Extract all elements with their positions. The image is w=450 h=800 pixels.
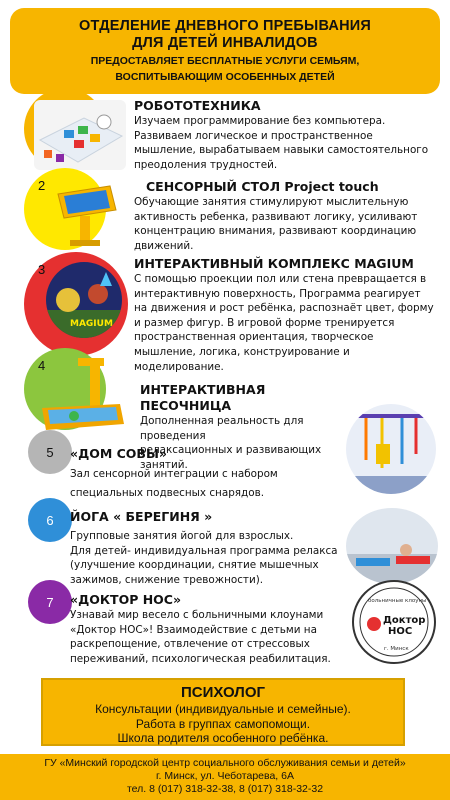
section-doctor-nos <box>70 592 350 666</box>
psychologist-line-3: Школа родителя особенного ребёнка. <box>117 731 329 745</box>
logo-bottom-text: г. Минск <box>384 646 409 652</box>
yoga-room-icon <box>346 508 438 584</box>
section-owl-house <box>70 446 340 503</box>
section-title-yoga: ЙОГА « БЕРЕГИНЯ » <box>70 509 213 524</box>
robotics-image <box>34 100 126 170</box>
number-badge-2: 2 <box>24 168 106 250</box>
page-subtitle-line-2: ВОСПИТЫВАЮЩИМ ОСОБЕННЫХ ДЕТЕЙ <box>115 71 335 83</box>
logo-top-text: больничные клоуны <box>368 598 427 604</box>
section-text-yoga: Групповые занятия йогой для взрослых. Для детей- индивидуальная программа релакса (улучшение координации, снятие мышечных зажимов, снижение тревожности). <box>70 530 338 586</box>
section-title-doctor-nos: «ДОКТОР НОС» <box>70 592 182 607</box>
section-text-doctor-nos: Узнавай мир весело с больничными клоунами «Доктор НОС»! Взаимодействие с детьми на раскрепощение, отвлечение от стрессовых переживаний, психологическая реабилитация. <box>70 609 331 665</box>
section-robotics <box>134 98 434 172</box>
section-magium <box>134 256 434 374</box>
organization-address: г. Минск, ул. Чеботарева, 6А <box>156 770 294 782</box>
page-subtitle-line-1: ПРЕДОСТАВЛЯЕТ БЕСПЛАТНЫЕ УСЛУГИ СЕМЬЯМ, <box>90 55 360 67</box>
clown-logo-icon <box>354 582 434 662</box>
page-title-line-1: ОТДЕЛЕНИЕ ДНЕВНОГО ПРЕБЫВАНИЯ <box>79 18 371 34</box>
logo-name-line-2: НОС <box>388 626 413 637</box>
number-badge-5: 5 <box>28 430 72 474</box>
number-badge-3: 3 <box>24 252 128 356</box>
section-yoga <box>70 509 350 587</box>
owl-house-image <box>346 404 436 494</box>
page-title-line-2: ДЛЯ ДЕТЕЙ ИНВАЛИДОВ <box>132 35 318 51</box>
doctor-nos-logo <box>352 580 436 664</box>
number-badge-4: 4 <box>24 348 106 430</box>
psychologist-line-2: Работа в группах самопомощи. <box>135 716 311 731</box>
magium-image <box>46 262 122 338</box>
section-text-magium: С помощью проекции пол или стена превращается в интерактивную поверхность, Программа реагирует на движения и рост ребёнка, распознаёт цвет, форму и размер фигур. В игровой форме тренируется пространственная ориентация, творческое мышление, логика, конструирование и моделирование. <box>134 273 434 373</box>
section-text-owl-house: Зал сенсорной интеграции с набором специальных подвесных снарядов. <box>70 468 278 499</box>
logo-name-line-1: Доктор <box>383 615 426 626</box>
section-title-magium: ИНТЕРАКТИВНЫЙ КОМПЛЕКС MAGIUM <box>134 256 414 271</box>
psychologist-title: ПСИХОЛОГ <box>180 684 265 701</box>
sandbox-image <box>34 356 128 436</box>
organization-phones: тел. 8 (017) 318-32-38, 8 (017) 318-32-32 <box>126 783 324 795</box>
psychologist-line-1: Консультации (индивидуальные и семейные). <box>95 702 351 716</box>
section-title-sensor-table: СЕНСОРНЫЙ СТОЛ Project touch <box>146 179 379 194</box>
sandbox-icon <box>34 356 128 436</box>
psychologist-box <box>41 678 405 746</box>
section-title-owl-house: «ДОМ СОВЫ» <box>70 446 167 461</box>
section-title-sandbox: ИНТЕРАКТИВНАЯ ПЕСОЧНИЦА <box>140 382 266 413</box>
magium-projection-icon <box>46 262 122 338</box>
sensor-table-image <box>50 180 122 252</box>
organization-name: ГУ «Минский городской центр социального обслуживания семьи и детей» <box>44 757 406 769</box>
section-text-robotics: Изучаем программирование без компьютера. Развиваем логическое и пространственное мышление, вырабатываем навыки самостоятельного преодоления трудностей. <box>134 115 429 171</box>
robotics-board-icon <box>34 100 126 170</box>
number-badge-6: 6 <box>28 498 72 542</box>
section-sensor-table <box>134 179 434 253</box>
section-text-sandbox: Дополненная реальность для проведения релаксационных и развивающих занятий. <box>140 415 322 471</box>
suspended-equipment-icon <box>346 404 436 494</box>
header-banner <box>10 8 440 94</box>
magium-logo-text: MAGIUM <box>70 319 113 329</box>
number-badge-7: 7 <box>28 580 72 624</box>
section-title-robotics: РОБОТОТЕХНИКА <box>134 98 261 113</box>
footer-contacts <box>0 754 450 800</box>
sensor-table-icon <box>50 180 122 252</box>
yoga-image <box>346 508 438 584</box>
section-text-sensor-table: Обучающие занятия стимулируют мыслительную активность ребенка, развивают логику, усиливают концентрацию внимания, развивают координацию движений. <box>134 196 418 252</box>
